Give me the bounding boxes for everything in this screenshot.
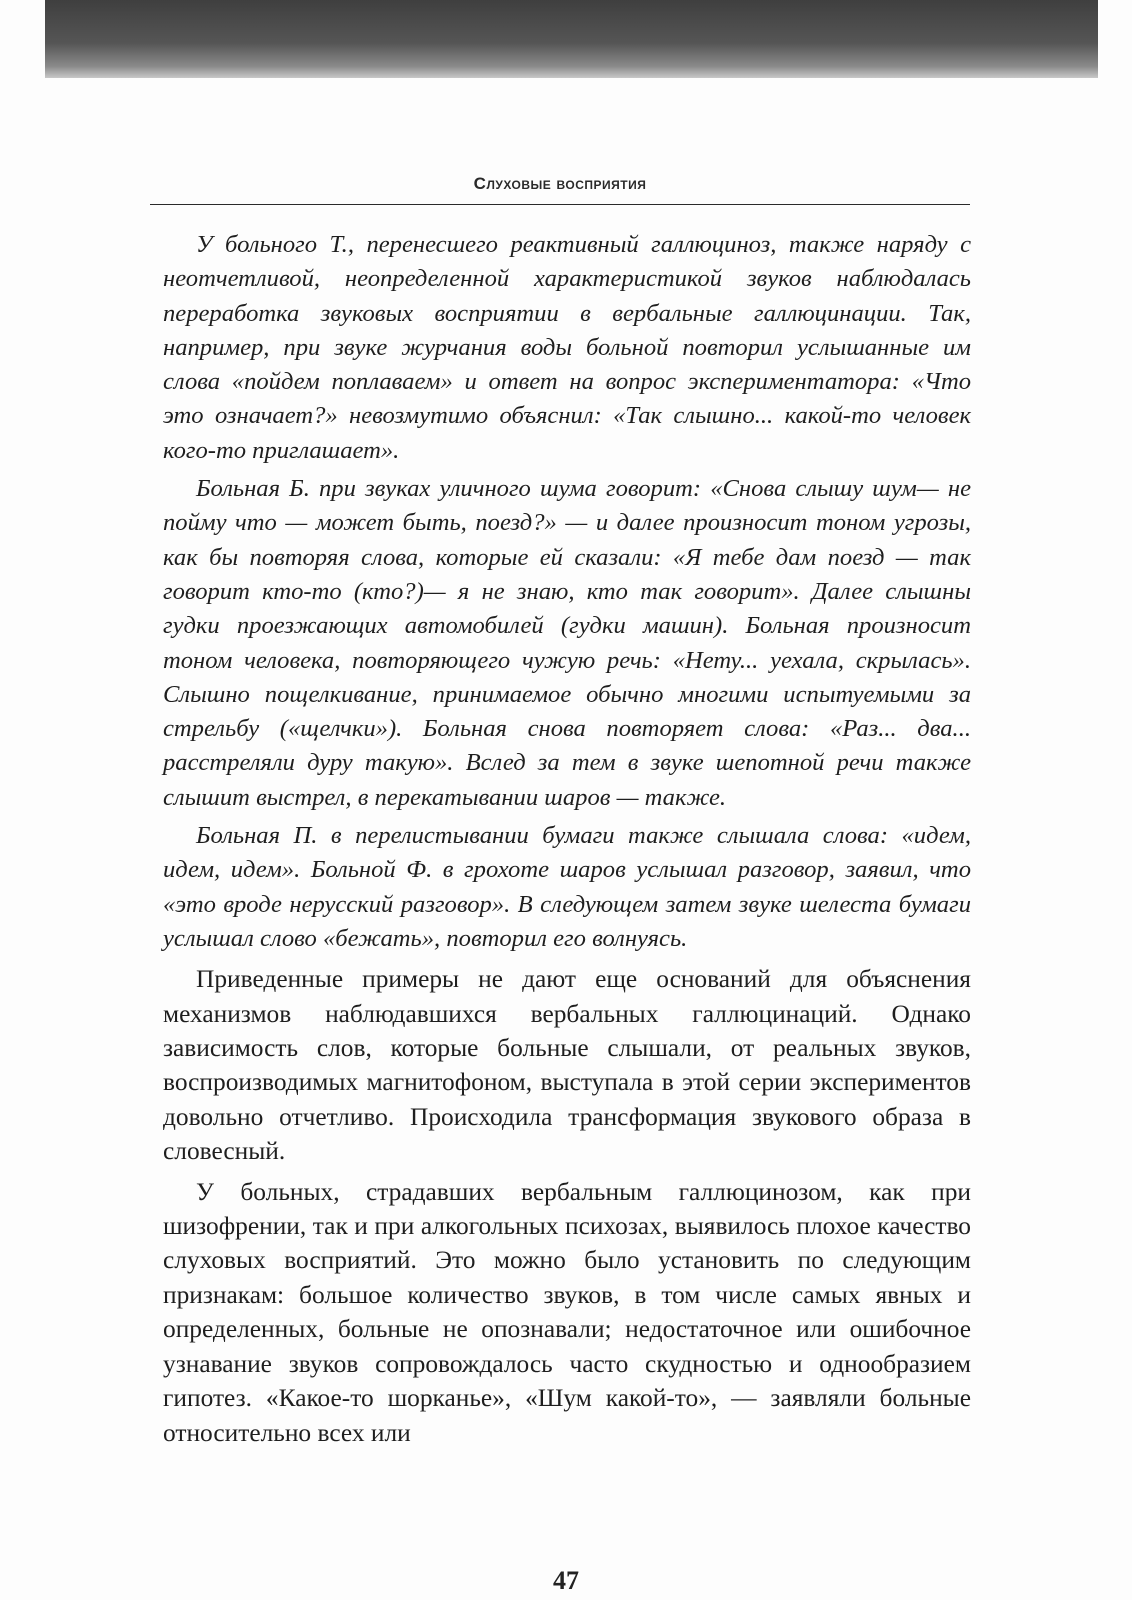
paragraph-case-p-f: Больная П. в перелистывании бумаги также слышала слова: «идем, идем, идем». Больной Ф. в грохоте шаров услышал разговор, заявил, что «это вроде нерусский разговор». В следующем затем звуке шелеста бумаги услышал слово «бежать», повторил его волнуясь.	[163, 822, 971, 952]
paragraph-discussion: Приведенные примеры не дают еще оснований для объяснения механизмов наблюдавшихся вербальных галлюцинаций. Однако зависимость слов, которые больные слышали, от реальных звуков, воспроизводимых магнитофоном, выступала в этой серии экспериментов довольно отчетливо. Происходила трансформация звукового образа в словесный.	[163, 965, 971, 1166]
running-head: Слуховые восприятия	[473, 174, 647, 193]
page-header	[150, 170, 970, 205]
scan-shadow-band	[45, 0, 1098, 78]
paragraph-findings: У больных, страдавших вербальным галлюцинозом, как при шизофрении, так и при алкогольных психозах, выявилось плохое качество слуховых восприятий. Это можно было установить по следующим признакам: большое количество звуков, в том числе самых явных и определенных, больные не опознавали; недостаточное или ошибочное узнавание звуков сопровождалось часто скудностью и однообразием гипотез. «Какое-то шорканье», «Шум какой-то», — заявляли больные относительно всех или	[163, 1177, 971, 1447]
page-number: 47	[553, 1566, 579, 1595]
paragraph-case-t: У больного Т., перенесшего реактивный галлюциноз, также наряду с неотчетливой, неопределенной характеристикой звуков наблюдалась переработка звуковых восприятии в вербальные галлюцинации. Так, например, при звуке журчания воды больной повторил услышанные им слова «пойдем поплаваем» и ответ на вопрос экспериментатора: «Что это означает?» невозмутимо объяснил: «Так слышно... какой-то человек кого-то приглашает».	[163, 231, 971, 464]
body-text	[163, 228, 971, 1454]
paragraph-case-b: Больная Б. при звуках уличного шума говорит: «Снова слышу шум— не пойму что — может быть, поезд?» — и далее произносит тоном угрозы, как бы повторяя слова, которые ей сказали: «Я тебе дам поезд — так говорит кто-то (кто?)— я не знаю, кто так говорит». Далее слышны гудки проезжающих автомобилей (гудки машин). Больная произносит тоном человека, повторяющего чужую речь: «Нету... уехала, скрылась». Слышно пощелкивание, принимаемое обычно многими испытуемыми за стрельбу («щелчки»). Больная снова повторяет слова: «Раз... два... расстреляли дуру такую». Вслед за тем в звуке шепотной речи также слышит выстрел, в перекатывании шаров — также.	[163, 475, 971, 811]
